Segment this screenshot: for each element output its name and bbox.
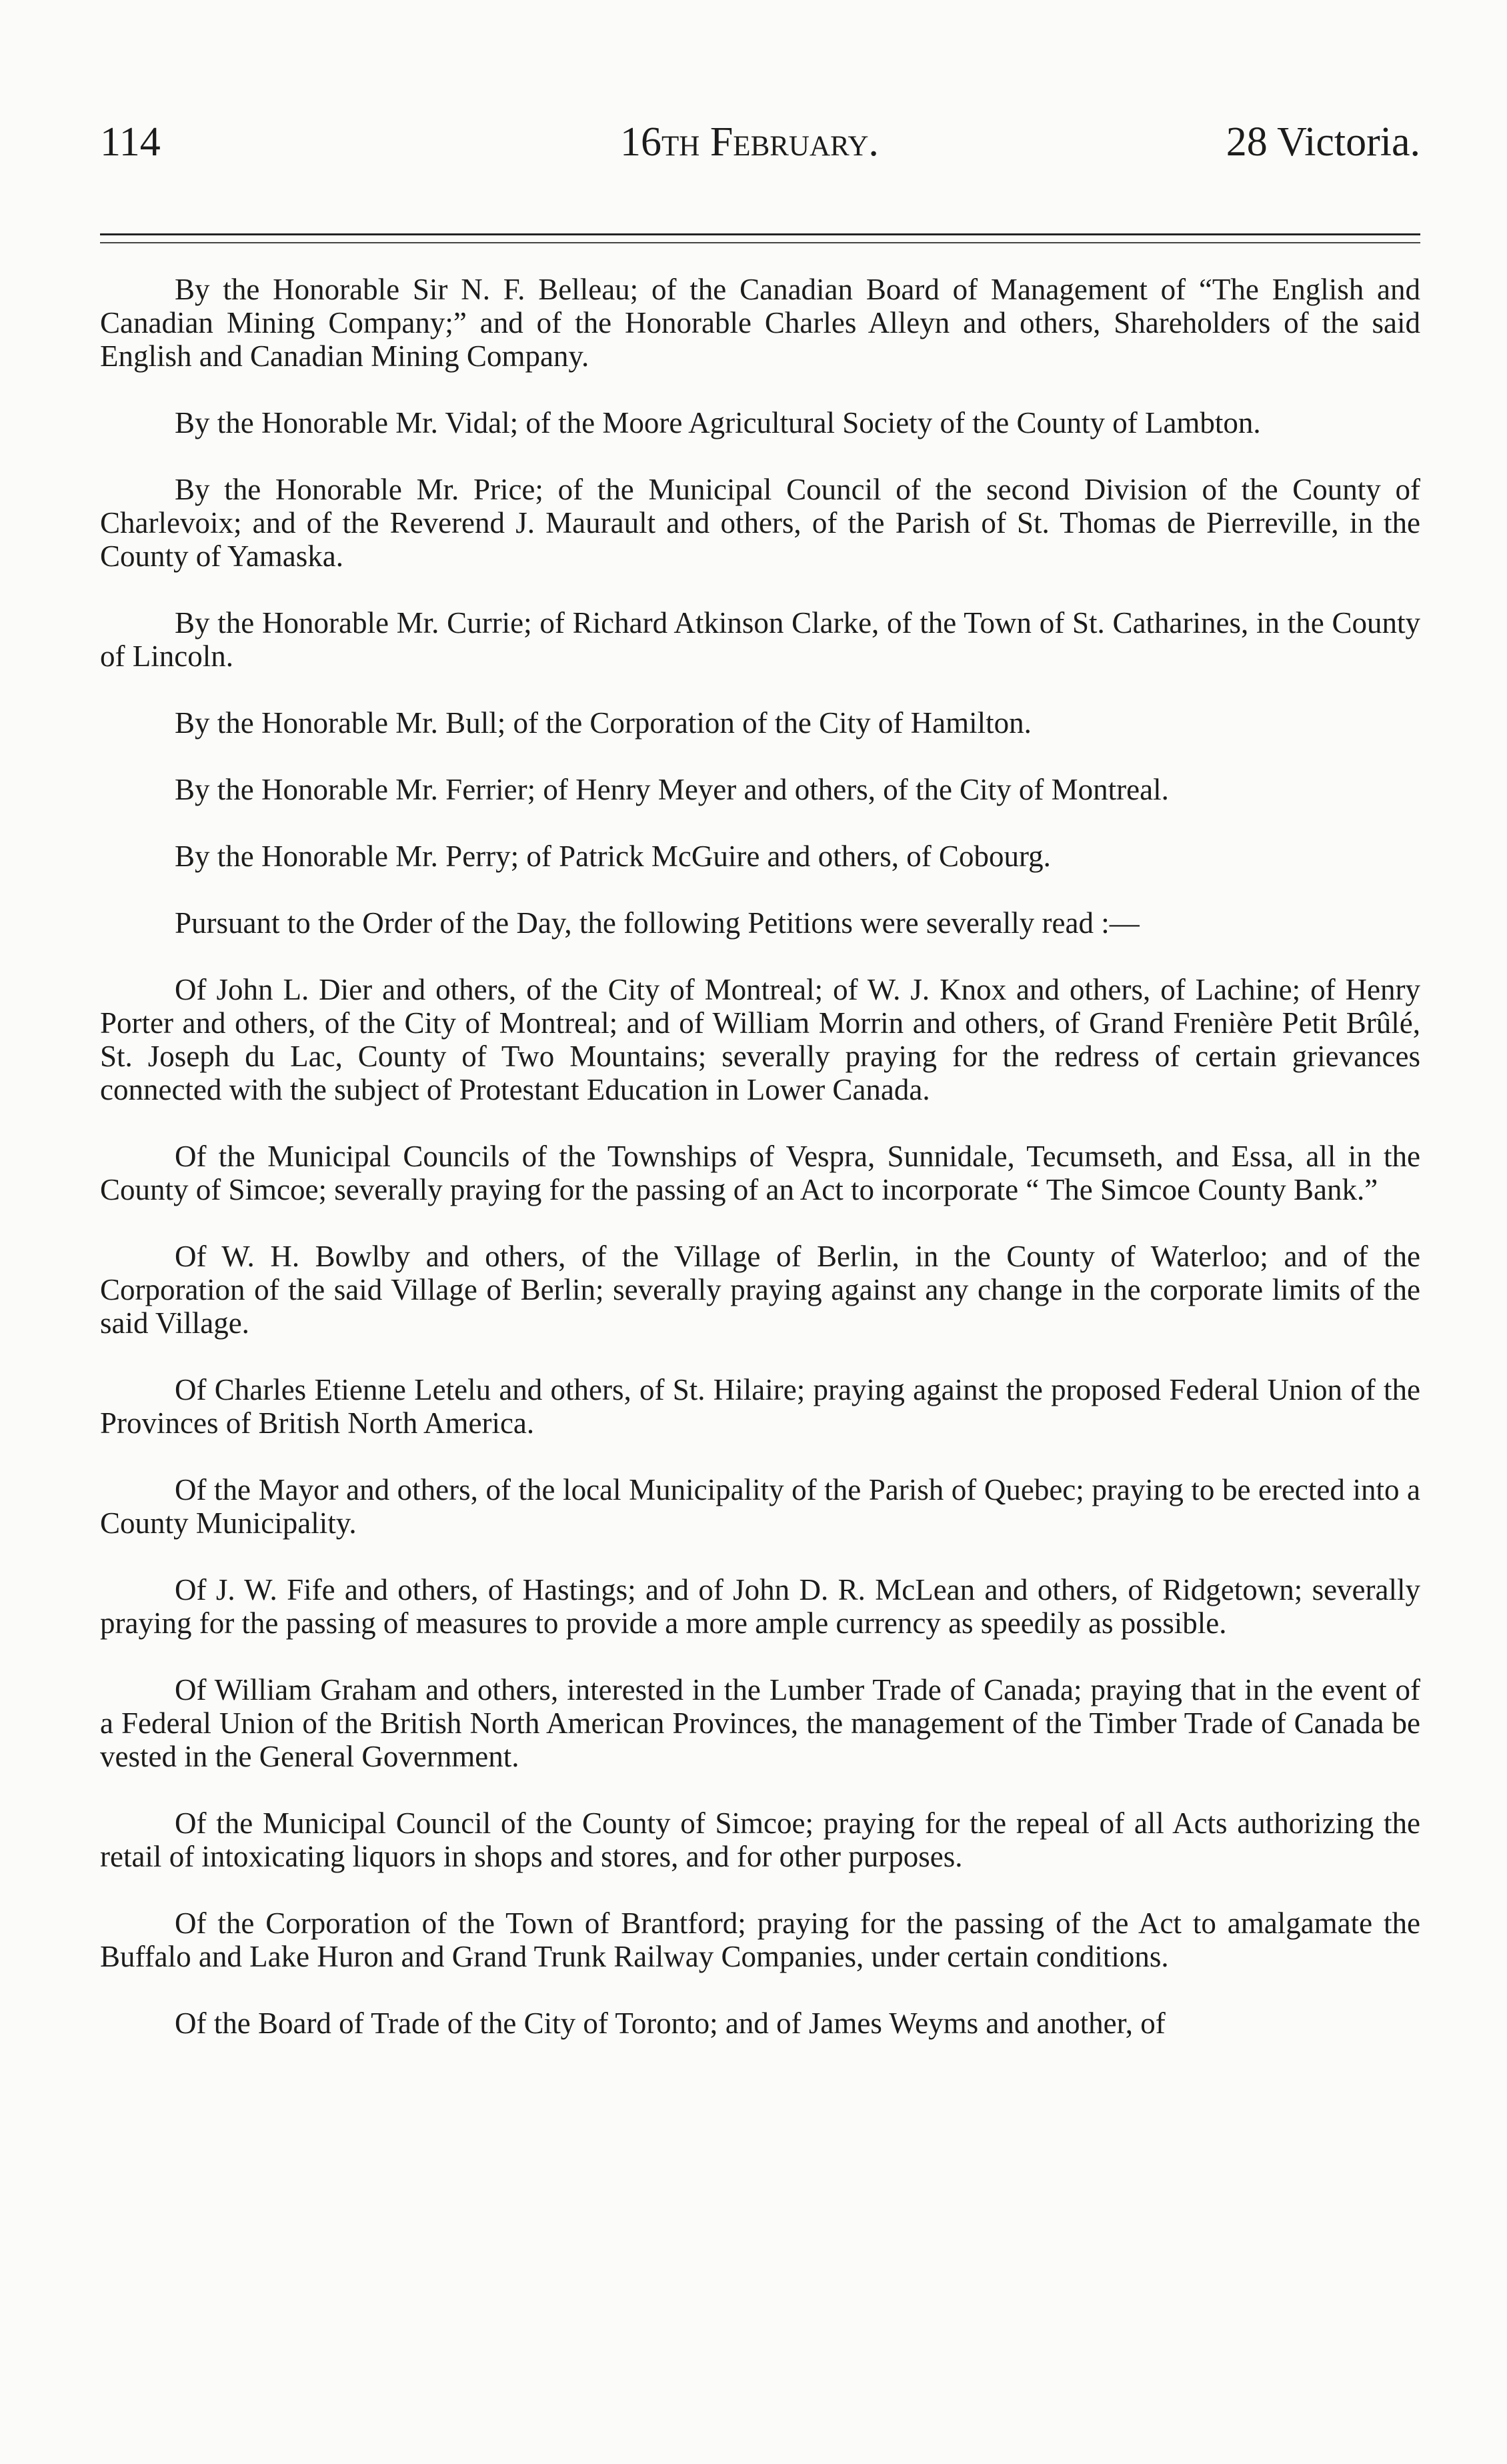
paragraph: Of J. W. Fife and others, of Hastings; and of John D. R. McLean and others, of Ridgetown; severally praying for the passing of measures to provide a more ample currency as speedily as possible.: [100, 1573, 1420, 1640]
paragraph: By the Honorable Mr. Bull; of the Corporation of the City of Hamilton.: [175, 706, 1032, 740]
header-session: 28 Victoria.: [1226, 119, 1420, 165]
paragraph: Of W. H. Bowlby and others, of the Village of Berlin, in the County of Waterloo; and of the Corporation of the said Village of Berlin; severally praying against any change in the corporate limits of the said Village.: [100, 1240, 1420, 1340]
paragraph: Of Charles Etienne Letelu and others, of St. Hilaire; praying against the proposed Federal Union of the Provinces of British North America.: [100, 1373, 1420, 1440]
paragraph: Of William Graham and others, interested in the Lumber Trade of Canada; praying that in the event of a Federal Union of the British North American Provinces, the management of the Timber Trade of Canada be vested in the General Government.: [100, 1673, 1420, 1773]
header-rule: [100, 233, 1420, 243]
page-body: [100, 273, 1420, 2040]
paragraph: By the Honorable Mr. Price; of the Municipal Council of the second Division of the County of Charlevoix; and of the Reverend J. Maurault and others, of the Parish of St. Thomas de Pierreville, in the County of Yamaska.: [100, 473, 1420, 573]
running-header: [100, 100, 1420, 173]
paragraph: By the Honorable Mr. Ferrier; of Henry Meyer and others, of the City of Montreal.: [175, 773, 1169, 806]
paragraph: Pursuant to the Order of the Day, the following Petitions were severally read :—: [175, 906, 1140, 940]
paragraph: By the Honorable Mr. Currie; of Richard Atkinson Clarke, of the Town of St. Catharines, in the County of Lincoln.: [100, 606, 1420, 673]
paragraph: By the Honorable Mr. Vidal; of the Moore Agricultural Society of the County of Lambton.: [175, 406, 1261, 439]
paragraph: Of the Municipal Councils of the Townships of Vespra, Sunnidale, Tecumseth, and Essa, all in the County of Simcoe; severally praying for the passing of an Act to incorporate “ The Simcoe County Bank.”: [100, 1140, 1420, 1206]
paragraph: Of the Mayor and others, of the local Municipality of the Parish of Quebec; praying to be erected into a County Municipality.: [100, 1473, 1420, 1540]
header-date: 16th February.: [620, 119, 879, 165]
paragraph: Of the Corporation of the Town of Brantford; praying for the passing of the Act to amalgamate the Buffalo and Lake Huron and Grand Trunk Railway Companies, under certain conditions.: [100, 1907, 1420, 1973]
paragraph: By the Honorable Mr. Perry; of Patrick McGuire and others, of Cobourg.: [175, 840, 1051, 873]
paragraph: Of the Municipal Council of the County of Simcoe; praying for the repeal of all Acts authorizing the retail of intoxicating liquors in shops and stores, and for other purposes.: [100, 1806, 1420, 1873]
page-number: 114: [100, 119, 161, 165]
paragraph: By the Honorable Sir N. F. Belleau; of the Canadian Board of Management of “The English and Canadian Mining Company;” and of the Honorable Charles Alleyn and others, Shareholders of the said English and Canadian Mining Company.: [100, 273, 1420, 373]
paragraph: Of John L. Dier and others, of the City of Montreal; of W. J. Knox and others, of Lachine; of Henry Porter and others, of the City of Montreal; and of William Morrin and others, of Grand Frenière Petit Brûlé, St. Joseph du Lac, County of Two Mountains; severally praying for the redress of certain grievances connected with the subject of Protestant Education in Lower Canada.: [100, 973, 1420, 1106]
document-page: [100, 100, 1420, 2040]
paragraph: Of the Board of Trade of the City of Toronto; and of James Weyms and another, of: [175, 2007, 1166, 2040]
